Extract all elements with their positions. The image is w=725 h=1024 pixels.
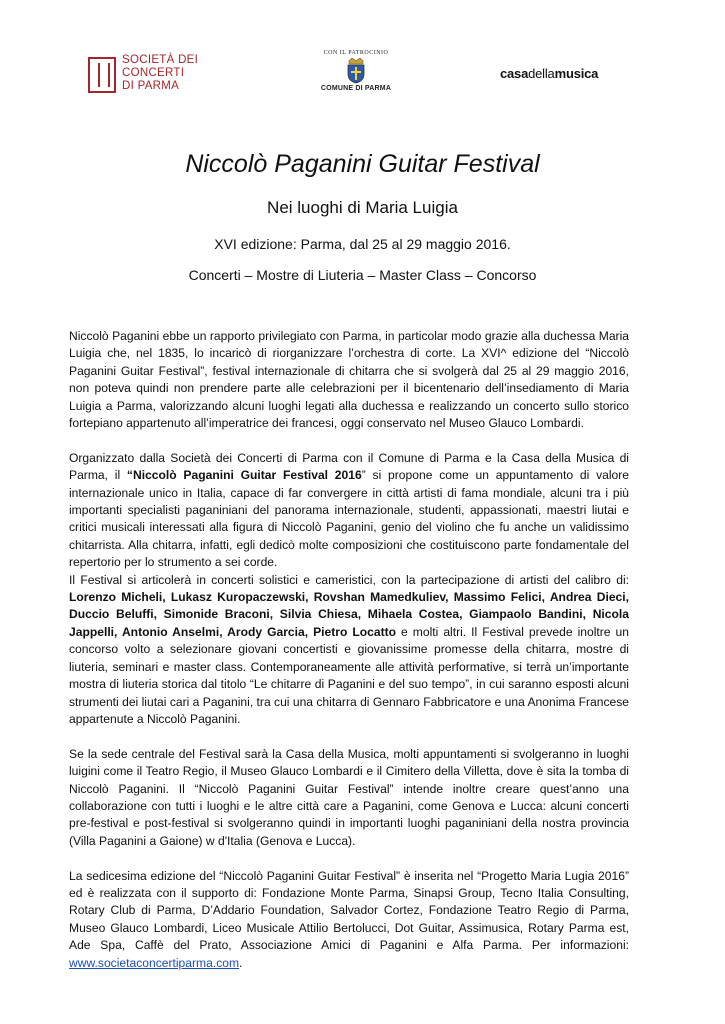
paragraph-organization-text-b: ” si propone come un appuntamento di valore internazionale unico in Italia, capace di far convergere in città artisti di fama mondiale, alcuni tra i più importanti specialisti paganiniani del panorama internazionale, studenti, appassionati, maestri liutai e critici musicali interessati alla figura di Niccolò Paganini, genio del violino che fu anche un validissimo chitarrista. Alla chitarra, infatti, egli dedicò molte composizioni che costituiscono parte fondamentale del repertorio per lo strumento a sei corde.	[69, 468, 630, 570]
document-subtitle: Nei luoghi di Maria Luigia	[267, 198, 458, 217]
paragraph-organization-text-a: Organizzato dalla Società dei Concerti di Parma con il Comune di Parma e la Casa della Musica di Parma, il	[69, 450, 629, 483]
paragraph-sponsors-end: .	[239, 955, 243, 970]
societa-logo-line3: DI PARMA	[122, 80, 180, 92]
artists-list: Lorenzo Micheli, Lukasz Kuropaczewski, Rovshan Mamedkuliev, Massimo Felici, Andrea Dieci, Duccio Beluffi, Simonide Braconi, Silvia Chiesa, Mihaela Costea, Giampaolo Bandini, Nicola Jappelli, Antonio Anselmi, Arody Garcia, Pietro Locatto	[69, 590, 629, 639]
comune-name: COMUNE DI PARMA	[320, 85, 392, 92]
paragraph-organization	[69, 450, 629, 572]
edition-line: XVI edizione: Parma, dal 25 al 29 maggio 2016.	[214, 236, 511, 252]
paragraph-artists-text-b: e molti altri. Il Festival prevede inoltre un concorso volto a selezionare giovani concertisti e giovanissime promesse della chitarra, mostre di liuteria, seminari e master class. Contemporaneamente alle attività performative, si terrà un’importante mostra di liuteria storica dal titolo “Le chitarre di Paganini e del suo tempo”, in cui saranno esposti alcuni strumenti dei liutai cari a Paganini, tra cui una chitarra di Gennaro Fabbricatore e una Anonima Francese appartenute a Niccolò Paganini.	[69, 624, 629, 726]
paragraph-sponsors	[69, 868, 629, 972]
casa-della-musica-logo	[500, 66, 598, 81]
comune-crest-icon	[345, 58, 367, 84]
paragraph-venues: Se la sede centrale del Festival sarà la Casa della Musica, molti appuntamenti si svolgeranno in luoghi luigini come il Teatro Regio, il Museo Glauco Lombardi e il Cimitero della Villetta, dove è sita la tomba di Niccolò Paganini. Il “Niccolò Paganini Guitar Festival” intende inoltre creare quest’anno una collaborazione con tutti i luoghi e le altre città care a Paganini, come Genova e Lucca: alcuni concerti pre-festival e post-festival si svolgeranno quindi in importanti luoghi paganiniani della nostra provincia (Villa Paganini a Gaione) w d'Italia (Genova e Lucca).	[69, 746, 629, 848]
website-link[interactable]: www.societaconcertiparma.com	[69, 955, 240, 970]
societa-logo-line2: CONCERTI	[122, 67, 185, 79]
patrocinio-label: CON IL PATROCINIO	[323, 50, 389, 56]
paragraph-artists	[69, 572, 629, 729]
paragraph-artists-text-a: Il Festival si articolerà in concerti solistici e cameristici, con la partecipazione di artisti del calibro di:	[69, 572, 629, 587]
tagline: Concerti – Mostre di Liuteria – Master Class – Concorso	[188, 267, 537, 283]
document-title: Niccolò Paganini Guitar Festival	[185, 150, 540, 178]
document-body	[69, 328, 629, 989]
festival-name-bold: “Niccolò Paganini Guitar Festival 2016	[126, 468, 362, 483]
casa-logo-part1: casa	[500, 66, 529, 81]
casa-logo-part3: musica	[554, 66, 599, 81]
societa-logo-text	[122, 54, 198, 93]
paragraph-intro: Niccolò Paganini ebbe un rapporto privilegiato con Parma, in particolar modo grazie alla duchessa Maria Luigia che, nel 1835, lo incaricò di riorganizzare l’orchestra di corte. La XVI^ edizione del “Niccolò Paganini Guitar Festival”, festival internazionale di chitarra che si svolgerà dal 25 al 29 maggio 2016, non poteva quindi non prendere parte alle celebrazioni per il bicentenario dell’insediamento di Maria Luigia a Parma, valorizzando alcuni luoghi legati alla duchessa e realizzando un concerto sullo storico fortepiano appartenuto all’imperatrice dei francesi, oggi conservato nel Museo Glauco Lombardi.	[69, 329, 629, 431]
societa-logo-mark-icon	[88, 57, 116, 93]
societa-logo-line1: SOCIETÀ DEI	[122, 54, 199, 66]
casa-logo-part2: della	[528, 66, 555, 81]
comune-di-parma-logo	[318, 50, 394, 100]
paragraph-sponsors-text: La sedicesima edizione del “Niccolò Paganini Guitar Festival” è inserita nel “Progetto Maria Lugia 2016” ed è realizzata con il supporto di: Fondazione Monte Parma, Sinapsi Group, Tecno Italia Consulting, Rotary Club di Parma, D’Addario Foundation, Salvador Cortez, Fondazione Teatro Regio di Parma, Museo Glauco Lombardi, Liceo Musicale Attilio Bertolucci, Dot Guitar, Assimusica, Rotary Parma est, Ade Spa, Caffè del Prato, Associazione Amici di Paganini e Alfa Parma. Per informazioni:	[69, 868, 629, 953]
societa-concerti-logo	[88, 54, 208, 98]
